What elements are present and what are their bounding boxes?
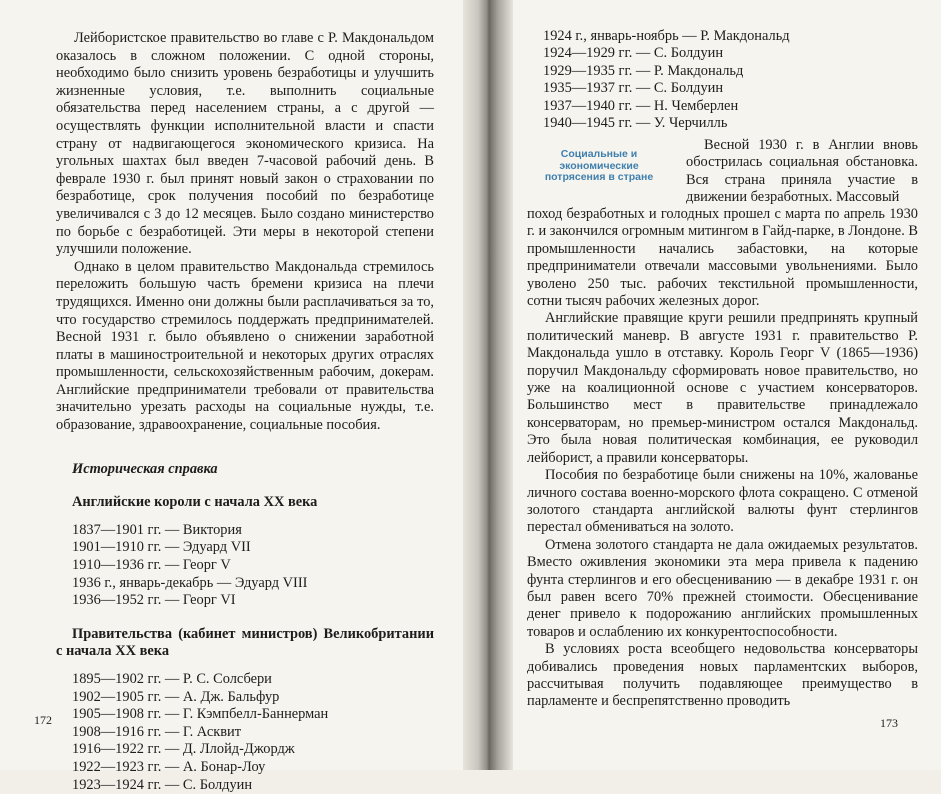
kings-list-item: 1901—1910 гг. — Эдуард VII <box>72 539 251 556</box>
margin-note: Социальные и экономические потрясения в стране <box>544 148 654 183</box>
right-paragraph-2: Английские правящие круги решили предпринять крупный политический маневр. В августе 1931 г. правительство Р. Макдональда ушло в отставку. Король Георг V (1865—1936) поручил Макдональду сформировать новое правительство, но уже на коалиционной основе с участием консерваторов. Большинство мест в правительстве принадлежало консерваторам, но премьер-министром остался Макдональд. Это была новая политическая комбинация, ее руководил лейборист, а правили консерваторы. <box>527 310 918 466</box>
right-paragraph-3: Пособия по безработице были снижены на 10%, жалованье личного состава военно-морского флота сокращено. С отменой золотого стандарта английской валюты фунт стерлингов перестал обмениваться на золото. <box>527 467 918 536</box>
governments-list-item: 1895—1902 гг. — Р. С. Солсбери <box>72 671 272 687</box>
right-paragraph-4: Отмена золотого стандарта не дала ожидаемых результатов. Вместо оживления экономики эта мера привела к падению фунта стерлингов и его обесцениванию — в декабре 1931 г. он был равен всего 70% прежней стоимости. Обесценивание денег привело к подорожанию английских промышленных товаров и ослаблению их конкурентоспособности. <box>527 536 918 640</box>
governments-list-continued <box>543 28 790 132</box>
governments-heading: Правительства (кабинет министров) Великобритании с начала ХХ века <box>56 625 434 660</box>
governments-list <box>56 671 434 794</box>
right-page-text <box>527 206 918 711</box>
left-paragraph-2: Однако в целом правительство Макдональда стремилось переложить большую часть бремени кризиса на плечи трудящихся. Именно они должны были расплачиваться за то, что государство стремилось поддержать предпринимателей. Весной 1931 г. было объявлено о снижении заработной платы в машиностроительной и некоторых других отраслях промышленности, сельскохозяйственным рабочим, докерам. Английские предприниматели требовали от правительства значительно урезать расходы на социальные нужды, т.е. образование, здравоохранение, социальные пособия. <box>56 258 434 434</box>
governments-list-item: 1922—1923 гг. — А. Бонар-Лоу <box>72 758 266 775</box>
wrapped-paragraph <box>686 137 918 207</box>
right-paragraph-intro: Весной 1930 г. в Англии вновь обострилась социальная обстановка. Вся страна приняла участие в движении безработных. Массовый <box>686 137 918 206</box>
right-paragraph-1: поход безработных и голодных прошел с марта по апрель 1930 г. и закончился огромным митингом в Гайд-парке, в Лондоне. В промышленности начались забастовки, на которые предприниматели отвечали массовыми увольнениями. Было уволено 250 тыс. рабочих текстильной промышленности, сотни тысяч рабочих железных дорог. <box>527 206 918 310</box>
governments-list-item: 1937—1940 гг. — Н. Чемберлен <box>543 97 739 114</box>
governments-list-item: 1929—1935 гг. — Р. Макдональд <box>543 62 744 79</box>
left-paragraph-1: Лейбористское правительство во главе с Р. Макдональдом оказалось в сложном положении. С одной стороны, необходимо было снизить уровень безработицы и улучшить жизненные условия, т.е. выполнить социальные обязательства перед населением страны, а с другой — осуществлять функции исполнительной власти и спасти страну от надвигающегося экономического кризиса. На угольных шахтах был введен 7-часовой рабочий день. В феврале 1930 г. был принят новый закон о страховании по безработице, срок получения пособий по безработице увеличивался с 3 до 12 месяцев. Было создано министерство по борьбе с безработицей. Эти меры в некоторой степени улучшили положение. <box>56 30 434 258</box>
governments-list-item: 1908—1916 гг. — Г. Асквит <box>72 723 242 740</box>
governments-list-item: 1916—1922 гг. — Д. Ллойд-Джордж <box>72 741 295 758</box>
page-number-left: 172 <box>34 713 52 727</box>
governments-list-item: 1902—1905 гг. — А. Дж. Бальфур <box>72 688 280 705</box>
kings-heading: Английские короли с начала ХХ века <box>72 494 318 511</box>
page-number-right: 173 <box>880 716 898 730</box>
kings-list-item: 1936 г., январь-декабрь — Эдуард VIII <box>72 574 308 591</box>
governments-list-item: 1924 г., январь-ноябрь — Р. Макдональд <box>543 28 790 44</box>
left-page-text <box>56 30 434 794</box>
governments-list-item: 1940—1945 гг. — У. Черчилль <box>543 115 728 132</box>
kings-list-item: 1936—1952 гг. — Георг VI <box>72 592 236 609</box>
book-gutter <box>463 0 513 770</box>
kings-list-item: 1837—1901 гг. — Виктория <box>72 521 242 538</box>
kings-list-item: 1910—1936 гг. — Георг V <box>72 557 231 574</box>
right-paragraph-5: В условиях роста всеобщего недовольства консерваторы добивались проведения новых парламентских выборов, рассчитывая получить подавляющее преимущество в парламенте и беспрепятственно проводить <box>527 641 918 710</box>
governments-list-item: 1905—1908 гг. — Г. Кэмпбелл-Баннерман <box>72 706 329 723</box>
governments-list-item: 1924—1929 гг. — С. Болдуин <box>543 45 724 62</box>
reference-heading: Историческая справка <box>72 460 218 477</box>
kings-list <box>56 522 434 610</box>
governments-list-item: 1935—1937 гг. — С. Болдуин <box>543 80 724 97</box>
governments-list-item: 1923—1924 гг. — С. Болдуин <box>72 776 253 793</box>
